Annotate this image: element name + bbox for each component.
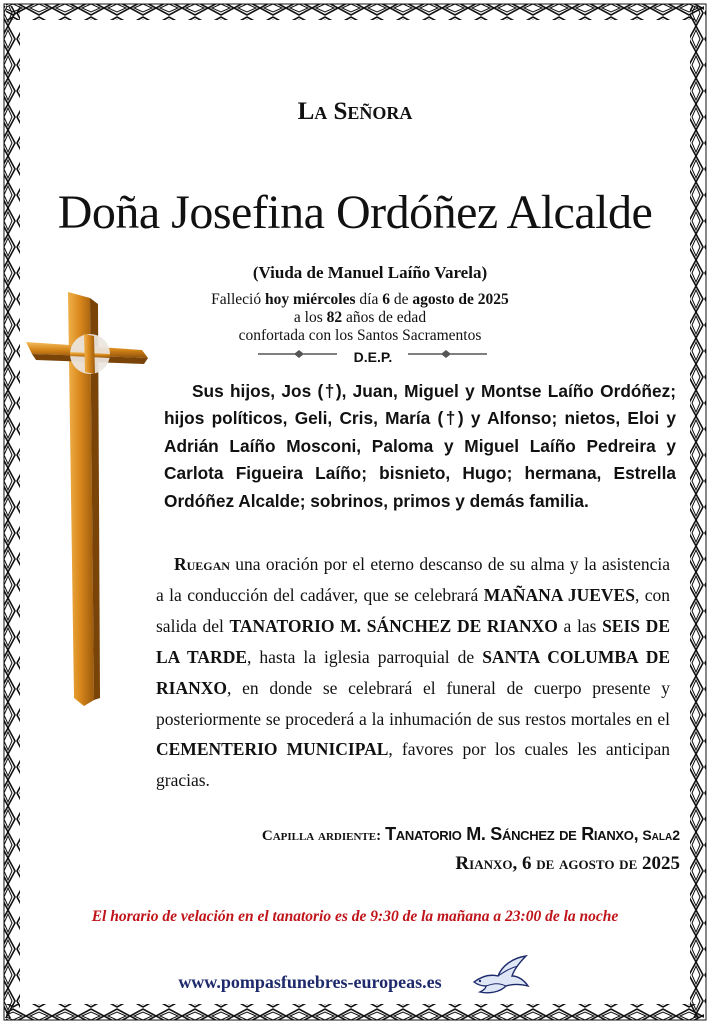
sacraments-line: confortada con los Santos Sacramentos xyxy=(238,327,482,344)
website-link[interactable]: www.pompasfunebres-europeas.es xyxy=(178,972,442,992)
vigil-hours-note: El horario de velación en el tanatorio es de 9:30 de la mañana a 23:00 de la noche xyxy=(91,908,619,925)
dove-icon xyxy=(468,952,532,998)
family-list: Sus hijos, Jos (†), Juan, Miguel y Montse Laíño Ordóñez; hijos políticos, Geli, Cris, María (†) y Alfonso; nietos, Eloi y Adrián Laíño Mosconi, Paloma y Miguel Laíño Pedreira y Carlota Figueira Laíño; bisnieto, Hugo; hermana, Estrella Ordóñez Alcalde; sobrinos, primos y demás familia. xyxy=(164,381,676,511)
widow-of: (Viuda de Manuel Laíño Varela) xyxy=(252,263,488,282)
chapel-line: Capilla ardiente: Tanatorio M. Sánchez de Rianxo, Sala2 xyxy=(261,824,680,844)
page-title: La Señora xyxy=(297,98,413,125)
dateline: Rianxo, 6 de agosto de 2025 xyxy=(455,853,680,874)
deceased-name: Doña Josefina Ordóñez Alcalde xyxy=(57,186,653,239)
age-line: a los 82 años de edad xyxy=(293,309,427,326)
prayer-text: Ruegan una oración por el eterno descanso de su alma y la asistencia a la conducción del cadáver, que se celebrará MAÑANA JUEVES, con salida del TANATORIO M. SÁNCHEZ DE RIANXO a las SEIS DE LA TARDE, hasta la iglesia parroquial de SANTA COLUMBA DE RIANXO, en donde se celebrará el funeral de cuerpo presente y posteriormente se procederá a la inhumación de sus restos mortales en el CEMENTERIO MUNICIPAL, favores por los cuales les anticipan gracias. xyxy=(156,554,671,791)
death-date: Falleció hoy miércoles día 6 de agosto de 2025 xyxy=(211,291,509,308)
cross-icon xyxy=(24,290,150,708)
dep-label: D.E.P. xyxy=(353,349,393,365)
